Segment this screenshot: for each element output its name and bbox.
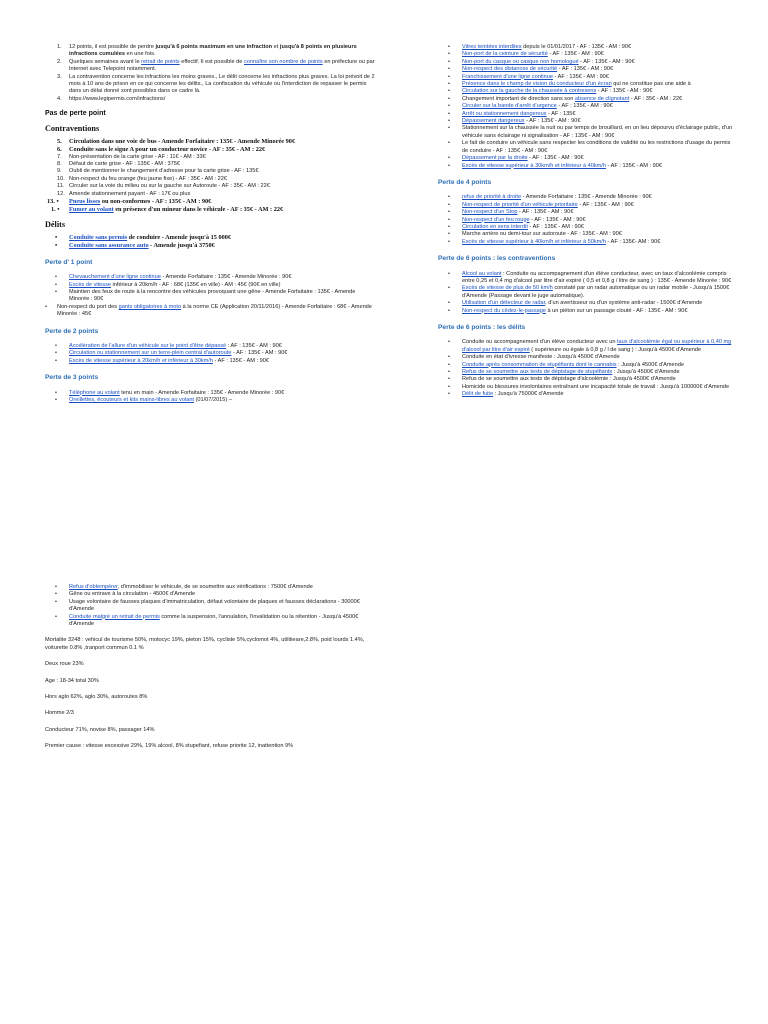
perte2-list (45, 343, 375, 365)
bullet-icon: • (448, 354, 450, 361)
list-item: 7. Non-présentation de la carte grise - AF : 11€ - AM : 33€ (57, 153, 206, 160)
list-item: • Dépassement par la droite - AF : 135€ - AM : 90€ (448, 155, 584, 162)
bullet-icon: • (55, 591, 57, 598)
bullet-icon: • (55, 241, 58, 249)
list-item: 12. Amende stationnement payant - AF : 17€ ou plus (57, 190, 191, 197)
list-item: • Non-respect d'un Stop - AF : 135€ - AM : 90€ (448, 209, 574, 216)
link-ecran[interactable]: Présence dans le champ de vision du conducteur d'un écran (462, 81, 612, 88)
link-ligne-continue[interactable]: Franchissement d'une ligne continue (462, 73, 553, 80)
right-column (438, 44, 738, 399)
list-item: • Refus d'obtempérer, d'immobiliser le véhicule, de se soumettre aux vérifications : 7500€ d'Amende (55, 584, 313, 590)
link-telephone[interactable]: Téléphone au volant (69, 389, 120, 396)
link-depassement-dangereux[interactable]: Dépassement dangereux (462, 118, 525, 125)
contraventions-list (45, 138, 375, 214)
list-item: 9. Oubli de mentionner le changement d'adresse pour la carte grise - AF : 135€ (57, 168, 259, 175)
list-item: • Alcool au volant : Conduite ou accompagnement d'un élève conducteur, avec un taux d'alcoolémie compris entre 0,25 et 0,4 mg d'alcool par litre d'air expiré ( 0,5 et 0,8 g / litre de sang ) : 135€ - Amende Minorée : 90€ (448, 270, 732, 284)
list-item: • Circulation sur la gauche de la chaussée à contresens - AF : 135€ - AM : 90€ (448, 88, 653, 95)
list-item: 2. Quelques semaines avant le retrait de points effectif. Il est possible de connaître son nombre de points en préfecture ou par Internet avec Telepoint notamment. (57, 58, 375, 73)
heading-perte-2: Perte de 2 points (45, 327, 99, 335)
perte1-outer-list (45, 304, 375, 319)
link-refus-obtemperer[interactable]: Refus d'obtempérer (69, 584, 118, 590)
list-item: • Chevauchement d'une ligne continue - Amende Forfaitaire : 135€ - Amende Minorée : 90€ (55, 274, 292, 281)
list-item: • Non-respect des distances de sécurité - AF : 135€ - AM : 90€ (448, 66, 614, 73)
numbered-list (45, 44, 375, 103)
bullet-icon: • (55, 234, 58, 242)
link-ceinture[interactable]: Non-port de la ceinture de sécurité (462, 51, 548, 58)
list-item: • Conduite sans permis de conduire - Amende jusqu'à 15 000€ (55, 234, 232, 242)
link-delit-fuite[interactable]: Délit de fuite (462, 391, 494, 398)
list-item: 6. Conduite sans le signe A pour un conducteur novice - AF : 35€ - AM : 22€ (57, 145, 266, 153)
heading-perte-4: Perte de 4 points (438, 178, 492, 186)
link-connaitre-points[interactable]: connaître son nombre de points (243, 58, 323, 65)
bullet-icon: • (448, 140, 450, 147)
bullet-icon: • (448, 209, 450, 216)
list-item: • Changement important de direction sans son absence de clignotant - AF : 35€ - AM : 22€ (448, 95, 683, 102)
stat-paragraph: Homme 2/3 (45, 710, 74, 717)
link-arret-dangereux[interactable]: Arrêt ou stationnement dangereux (462, 110, 547, 117)
bullet-icon: • (448, 95, 450, 102)
link-stupefiants[interactable]: Conduite après consommation de stupéfiants dont le cannabis (462, 361, 617, 368)
bullet-icon: • (448, 361, 450, 368)
link-casque[interactable]: Non-port du casque ou casque non homologué (462, 58, 579, 65)
link-oreillettes[interactable]: Oreillettes, écouteurs et kits mains-libres au volant (69, 396, 194, 403)
heading-delits: Délits (45, 219, 66, 229)
stat-paragraph: Conducteur 71%, novise 8%, passager 14% (45, 726, 155, 733)
heading-perte-6-delits: Perte de 6 points : les délits (438, 324, 526, 331)
bullet-icon: • (55, 598, 57, 605)
perte3-suite-list (438, 44, 738, 170)
list-item: • Présence dans le champ de vision du conducteur d'un écran qui ne constitue pas une aide à (448, 81, 691, 88)
bullet-icon: • (448, 201, 450, 208)
list-item: • Maintien des feux de route à la rencontre des véhicules provoquant une gêne - Amende Forfaitaire : 135€ - Amende Minorée : 90€ (55, 288, 356, 303)
link-alcool-volant[interactable]: Alcool au volant (462, 270, 502, 277)
list-item: • Excès de vitesse supérieur à 20km/h et inférieur à 30km/h - AF : 135€ - AM : 90€ (55, 357, 269, 364)
heading-perte-6-contraventions: Perte de 6 points : les contraventions (438, 255, 556, 263)
list-item: • Vitres teintées interdites depuis le 01/01/2017 - AF : 135€ - AM : 90€ (448, 44, 632, 50)
bullet-icon: • (55, 584, 57, 590)
list-item: 13. • Pneus lisses ou non-conformes - AF : 135€ - AM : 90€ (47, 198, 212, 206)
bullet-icon: • (448, 383, 450, 390)
list-item: • Stationnement sur la chaussée la nuit ou par temps de brouillard, en un lieu dépourvu d'éclairage public, d'un véhicule sans éclairage ni signalisation - AF : 135€ - AM : 90€ (448, 125, 733, 139)
bullet-icon: • (448, 339, 450, 346)
stat-paragraph: Age : 18-34 total 30% (45, 677, 99, 684)
list-item: 3. La contravention concerne les infractions les moins graves., Le délit concerne les infractions plus graves. La loi prévoit de 2 mois à 10 ans de prison en ce qui concerne les délits., La confiscation du véhicule ou l'interdiction de repasser le permis dans un délai donné sont possibles dans ce cadre là. (57, 73, 375, 95)
link-exces-40-50[interactable]: Excès de vitesse supérieur à 40km/h et inférieur à 50km/h (462, 238, 606, 245)
bullet-icon: • (448, 391, 450, 398)
bullet-icon: • (55, 357, 57, 364)
stat-paragraph: Mortalite 3248 : vehicul de tourisme 50%, motocyc 19%, pieton 15%, cycliste 5%,cyclomot 4%, utilitieare,2.8%, poid lourds 1.4%, voiturette 0.8% ,tranport commun 0.1 % (45, 637, 365, 651)
bullet-icon: • (448, 270, 450, 277)
list-item: • Refus de se soumettre aux tests de dépistage de stupéfiants : Jusqu'à 4500€ d'Amende (448, 369, 680, 376)
list-item: • Non-port du casque ou casque non homologué - AF : 135€ - AM : 90€ (448, 58, 635, 65)
bullet-icon: • (55, 389, 57, 396)
list-item: • Circuler sur la bande d'arrêt d'urgence - AF : 135€ - AM : 90€ (448, 103, 613, 110)
bullet-icon: • (448, 44, 450, 50)
bullet-icon: • (55, 281, 57, 288)
list-item: • Non-port de la ceinture de sécurité - AF : 135€ - AM : 90€ (448, 51, 604, 58)
list-item: • Conduite malgré un retrait de permis comme la suspension, l'annulation, l'invalidation ou la rétention - Jusqu'à 4500€ d'Amende (55, 613, 359, 628)
link-conduite-sans-assurance[interactable]: Conduite sans assurance auto (69, 241, 149, 249)
left-column (45, 44, 375, 404)
bullet-icon: • (55, 288, 57, 295)
list-item: • Excès de vitesse inférieur à 20km/h - AF : 68€ (135€ en ville) - AM : 45€ (90€ en ville) (55, 281, 281, 288)
list-item: • Accélération de l'allure d'un véhicule sur le point d'être dépassé : AF : 135€ - AM : 90€ (55, 342, 282, 349)
link-depassement-droite[interactable]: Dépassement par la droite (462, 155, 528, 162)
bullet-icon: • (55, 342, 57, 349)
bullet-icon: • (55, 613, 57, 620)
list-item: • Usage volontaire de fausses plaques d'immatriculation, défaut volontaire de plaques et fausses déclarations - 30000€ d'Amende (55, 598, 360, 613)
bullet-icon: • (45, 303, 47, 310)
list-item: • Non-respect du cédez-le-passage à un piéton sur un passage clouté - AF : 135€ - AM : 90€ (448, 307, 688, 314)
link-exces-30-40[interactable]: Excès de vitesse supérieur à 30km/h et inférieur à 40km/h (462, 162, 606, 169)
link-contresens[interactable]: Circulation sur la gauche de la chaussée à contresens (462, 88, 597, 95)
list-item: • Excès de vitesse de plus de 50 km/h constaté par un radar automatique ou un radar mobile - Jusqu'à 1500€ d'Amende (Passage devant le juge automatique). (448, 285, 730, 299)
list-item: • Non-respect du port des gants obligatoires à moto à la norme CE (Application 20/11/2016) - Amende Forfaitaire : 68€ - Amende Minorée : 45€ (45, 303, 372, 318)
list-item: • Homicide ou blessures involontaires entraînant une incapacité totale de travail : Jusqu'à 100000€ d'Amende (448, 383, 730, 390)
link-vehicule-prioritaire[interactable]: Non-respect de priorité d'un véhicule prioritaire (462, 201, 578, 208)
bullet-icon: • (448, 162, 450, 169)
list-item: • Téléphone au volant tenu en main - Amende Forfaitaire : 135€ - Amende Minorée : 90€ (55, 389, 285, 396)
bullet-icon: • (448, 58, 450, 65)
heading-pas-perte: Pas de perte point (45, 110, 106, 118)
link-pneus-lisses[interactable]: Pneus lisses (69, 198, 101, 206)
link-exces-50[interactable]: Excès de vitesse de plus de 50 km/h (462, 285, 553, 292)
list-item: • Excès de vitesse supérieur à 30km/h et inférieur à 40km/h - AF : 135€ - AM : 90€ (448, 162, 662, 169)
link-conduite-sans-permis[interactable]: Conduite sans permis (69, 234, 128, 242)
link-retrait-points[interactable]: retrait de points (141, 58, 180, 65)
bullet-icon: • (448, 238, 450, 245)
bullet-icon: • (448, 300, 450, 307)
perte1-list (45, 274, 375, 304)
perte4-list (438, 194, 738, 246)
list-item: 1. 12 points, il est possible de perdre jusqu'à 6 points maximum en une infraction et jusqu'à 8 points en plusieurs infractions cumulées en une fois. (57, 44, 357, 58)
stat-paragraph: Premier cause : vitesse excessive 29%, 19% alcool, 8% stupefiant, refuse priorite 12, inattention 9% (45, 743, 294, 750)
link-exces-vitesse[interactable]: Excès de vitesse (69, 281, 111, 288)
delits-list (45, 234, 375, 250)
bullet-icon: • (448, 216, 450, 223)
link-gants-moto[interactable]: gants obligatoires à moto (118, 303, 182, 310)
stat-paragraph: Deux roue 23% (45, 661, 84, 668)
link-clignotant[interactable]: absence de clignotant (574, 95, 630, 102)
list-item: • Arrêt ou stationnement dangereux - AF : 135€ (448, 110, 576, 117)
list-item: • Marche arrière ou demi-tour sur autoroute - AF : 135€ - AM : 90€ (448, 231, 622, 238)
link-acceleration[interactable]: Accélération de l'allure d'un véhicule sur le point d'être dépassé (69, 342, 227, 349)
link-taux-alcoolemie[interactable]: taux d'alcoolémie égal ou supérieur à 0,40 mg d'alcool par litre d'air expiré (462, 339, 732, 353)
bullet-icon: • (448, 103, 450, 110)
link-refus-tests[interactable]: Refus de se soumettre aux tests de dépistage de stupéfiants (462, 369, 613, 376)
bullet-icon: • (448, 125, 450, 132)
link-distances[interactable]: Non-respect des distances de sécurité (462, 66, 558, 73)
list-item: 8. Défaut de carte grise - AF : 135€ - AM : 375€ (57, 161, 181, 168)
list-item: • Non-respect de priorité d'un véhicule prioritaire - AF : 135€ - AM : 90€ (448, 201, 634, 208)
list-item: 5. Circulation dans une voie de bus - Amende Forfaitaire : 135€ - Amende Minorée 90€ (57, 138, 296, 146)
bullet-icon: • (448, 285, 450, 292)
link-terre-plein[interactable]: Circulation ou stationnement sur un terre-plein central d'autoroute (69, 350, 232, 357)
list-item: • Franchissement d'une ligne continue - AF : 135€ - AM : 90€ (448, 73, 609, 80)
bullet-icon: • (448, 73, 450, 80)
bullet-icon: • (448, 118, 450, 125)
list-item: • Utilisation d'un détecteur de radar, d'un avertisseur ou d'un système anti-radar - 1500€ d'Amende (448, 300, 703, 307)
perte6d-list (438, 339, 738, 398)
heading-perte-1: Perte d' 1 point (45, 258, 93, 266)
bullet-icon: • (448, 369, 450, 376)
list-item: 11. Circuler sur la voie du milieu ou sur la gauche sur Autoroute - AF : 35€ - AM : 22€ (57, 183, 270, 190)
bullet-icon: • (55, 396, 57, 403)
bullet-icon: • (448, 110, 450, 117)
delits-suite-list (45, 584, 375, 628)
list-item: • Circulation ou stationnement sur un terre-plein central d'autoroute - AF : 135€ - AM : 90€ (55, 350, 288, 357)
link-vitres-teintees[interactable]: Vitres teintées interdites (462, 44, 522, 50)
list-item: • Excès de vitesse supérieur à 40km/h et inférieur à 50km/h - AF : 135€- AM : 90€ (448, 238, 661, 245)
link-chevauchement[interactable]: Chevauchement d'une ligne continue (69, 274, 161, 281)
bullet-icon: • (448, 194, 450, 201)
list-item: • Délit de fuite : Jusqu'à 75000€ d'Amende (448, 391, 564, 398)
list-item: • Le fait de conduire un véhicule sans respecter les conditions de validité ou les restrictions d'usage du permis de conduire - AF : 135€ - AM : 90€ (448, 140, 731, 154)
perte6c-list (438, 271, 738, 315)
link-cedez-passage[interactable]: Non-respect du cédez-le-passage (462, 307, 546, 314)
bullet-icon: • (448, 155, 450, 162)
list-item: • Conduite après consommation de stupéfiants dont le cannabis : Jusqu'à 4500€ d'Amende (448, 361, 684, 368)
list-item: • Dépassement dangereux - AF : 135€ - AM : 90€ (448, 118, 581, 125)
left-lower-block (45, 584, 375, 760)
list-item: • Conduite sans assurance auto - Amende jusqu'à 3750€ (55, 241, 215, 249)
bullet-icon: • (55, 274, 57, 281)
list-item: • Oreillettes, écouteurs et kits mains-libres au volant (01/07/2015) – (55, 396, 232, 403)
heading-contraventions: Contraventions (45, 123, 100, 133)
bullet-icon: • (55, 350, 57, 357)
link-priorite-droite[interactable]: refus de priorité à droite (462, 194, 522, 201)
list-item: 10. Non-respect du feu orange (feu jaune fixe) - AF : 35€ - AM : 22€ (57, 175, 227, 182)
stat-paragraph: Hors aglo 62%, aglo 30%, autoroutes 8% (45, 694, 148, 701)
link-stop[interactable]: Non-respect d'un Stop (462, 209, 518, 216)
bullet-icon: • (448, 81, 450, 88)
list-item: • Refus de se soumettre aux tests de dépistage d'alcoolémie : Jusqu'à 4500€ d'Amende (448, 376, 676, 383)
link-bande-arret[interactable]: Circuler sur la bande d'arrêt d'urgence (462, 103, 557, 110)
bullet-icon: • (448, 231, 450, 238)
link-feu-rouge[interactable]: Non-respect d'un feu rouge (462, 216, 530, 223)
bullet-icon: • (448, 307, 450, 314)
bullet-icon: • (448, 223, 450, 230)
list-item: • Circulation en sens interdit - AF : 135€ - AM : 90€ (448, 223, 584, 230)
perte3-list (45, 390, 375, 405)
list-item: 1. • Fumer au volant en présence d'un mineur dans le véhicule - AF : 35€ - AM : 22€ (51, 205, 284, 213)
heading-perte-3: Perte de 3 points (45, 374, 99, 382)
list-item: • Conduite en état d'ivresse manifeste : Jusqu'à 4500€ d'Amende (448, 354, 620, 361)
list-item: • refus de priorité à droite - Amende Forfaitaire : 135€ - Amende Minorée : 90€ (448, 194, 652, 201)
bullet-icon: • (448, 51, 450, 58)
list-item: • Gêne ou entrave à la circulation - 4500€ d'Amende (55, 591, 196, 598)
list-item: • Non-respect d'un feu rouge - AF : 135€ - AM : 90€ (448, 216, 586, 223)
bullet-icon: • (448, 88, 450, 95)
bullet-icon: • (448, 376, 450, 383)
link-fumer-volant[interactable]: Fumer au volant (69, 205, 114, 213)
list-item: 4. https://www.legipermis.com/infractions/ (57, 95, 166, 102)
link-sens-interdit[interactable]: Circulation en sens interdit (462, 223, 528, 230)
link-conduite-retrait[interactable]: Conduite malgré un retrait de permis (69, 613, 160, 620)
link-exces-20-30[interactable]: Excès de vitesse supérieur à 20km/h et inférieur à 30km/h (69, 357, 213, 364)
bullet-icon: • (448, 66, 450, 73)
list-item: • Conduite ou accompagnement d'un élève conducteur avec un taux d'alcoolémie égal ou supérieur à 0,40 mg d'alcool par litre d'air expiré ( supérieure ou égale à 0,8 g / l de sang ) : Jusqu'à 4500€ d'Amende (448, 339, 732, 353)
link-detecteur-radar[interactable]: Utilisation d'un détecteur de radar (462, 300, 546, 307)
